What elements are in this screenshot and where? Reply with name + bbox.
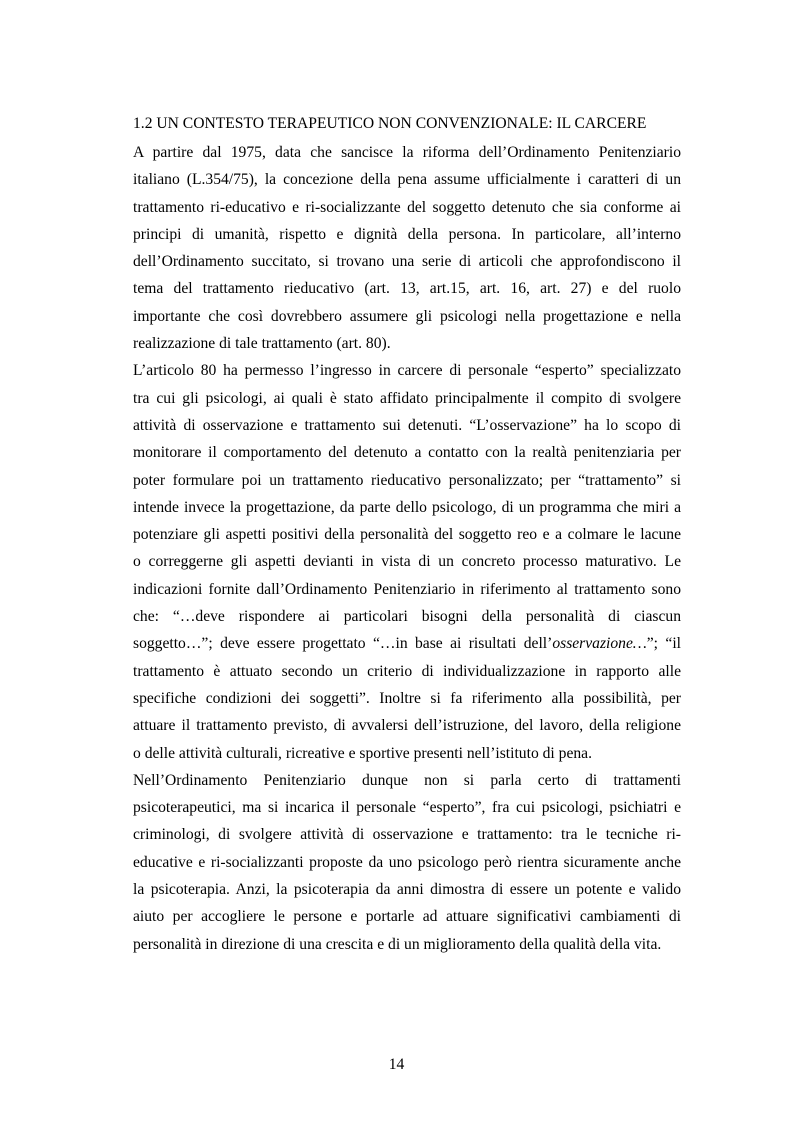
text-line: poter formulare poi un trattamento rieducativo personalizzato; per “trattamento” si	[133, 471, 681, 489]
text-line: aiuto per accogliere le persone e portarle ad attuare significativi cambiamenti di	[133, 908, 681, 926]
text-line: attuare il trattamento previsto, di avvalersi dell’istruzione, del lavoro, della religione	[133, 717, 681, 735]
text-line: che: “…deve rispondere ai particolari bisogni della personalità di ciascun	[133, 608, 681, 626]
text-line: trattamento è attuato secondo un criterio di individualizzazione in rapporto alle	[133, 662, 681, 680]
text-line: o correggerne gli aspetti devianti in vista di un concreto processo maturativo. Le	[133, 553, 681, 571]
text-line: indicazioni fornite dall’Ordinamento Penitenziario in riferimento al trattamento sono	[133, 580, 681, 598]
text-line: tema del trattamento rieducativo (art. 13, art.15, art. 16, art. 27) e del ruolo	[133, 280, 681, 298]
text-segment: ”; “il	[646, 635, 681, 653]
text-line: dell’Ordinamento succitato, si trovano una serie di articoli che approfondiscono il	[133, 253, 681, 271]
text-line: potenziare gli aspetti positivi della personalità del soggetto reo e a colmare le lacune	[133, 526, 681, 544]
text-line: A partire dal 1975, data che sancisce la riforma dell’Ordinamento Penitenziario	[133, 144, 681, 161]
page-number: 14	[388, 1056, 405, 1073]
italic-term: osservazione…	[552, 635, 647, 653]
text-line: intende invece la progettazione, da parte dello psicologo, di un programma che miri a	[133, 498, 681, 516]
paragraph-1	[133, 139, 681, 357]
page-body	[133, 112, 681, 958]
paragraph-2	[133, 357, 681, 766]
text-line-with-italic	[133, 630, 681, 657]
text-line: attività di osservazione e trattamento sui detenuti. “L’osservazione” ha lo scopo di	[133, 416, 681, 434]
text-line: importante che così dovrebbero assumere gli psicologi nella progettazione e nella	[133, 307, 681, 325]
text-line: monitorare il comportamento del detenuto a contatto con la realtà penitenziaria per	[133, 444, 681, 462]
text-line: italiano (L.354/75), la concezione della pena assume ufficialmente i caratteri di un	[133, 171, 681, 189]
text-line: educative e ri-socializzanti proposte da uno psicologo però rientra sicuramente anche	[133, 853, 681, 871]
paragraph-3	[133, 767, 681, 958]
text-line: personalità in direzione di una crescita e di un miglioramento della qualità della vita.	[133, 935, 662, 953]
section-heading: 1.2 UN CONTESTO TERAPEUTICO NON CONVENZIONALE: IL CARCERE	[133, 115, 647, 132]
text-line: la psicoterapia. Anzi, la psicoterapia da anni dimostra di essere un potente e valido	[133, 881, 681, 899]
text-segment: soggetto…”; deve essere progettato “…in base ai risultati dell’	[133, 635, 553, 653]
text-line: principi di umanità, rispetto e dignità della persona. In particolare, all’interno	[133, 225, 681, 243]
text-line: psicoterapeutici, ma si incarica il personale “esperto”, fra cui psicologi, psichiatri e	[133, 799, 681, 817]
text-line: tra cui gli psicologi, ai quali è stato affidato principalmente il compito di svolgere	[133, 389, 681, 407]
text-line: Nell’Ordinamento Penitenziario dunque non si parla certo di trattamenti	[133, 771, 681, 789]
text-line: specifiche condizioni dei soggetti”. Inoltre si fa riferimento alla possibilità, per	[133, 689, 681, 707]
text-line: realizzazione di tale trattamento (art. 80).	[133, 335, 391, 353]
text-line: L’articolo 80 ha permesso l’ingresso in carcere di personale “esperto” specializzato	[133, 362, 681, 380]
text-line: trattamento ri-educativo e ri-socializzante del soggetto detenuto che sia conforme ai	[133, 198, 681, 216]
text-line: o delle attività culturali, ricreative e sportive presenti nell’istituto di pena.	[133, 744, 592, 762]
text-line: criminologi, di svolgere attività di osservazione e trattamento: tra le tecniche ri-	[133, 826, 681, 844]
